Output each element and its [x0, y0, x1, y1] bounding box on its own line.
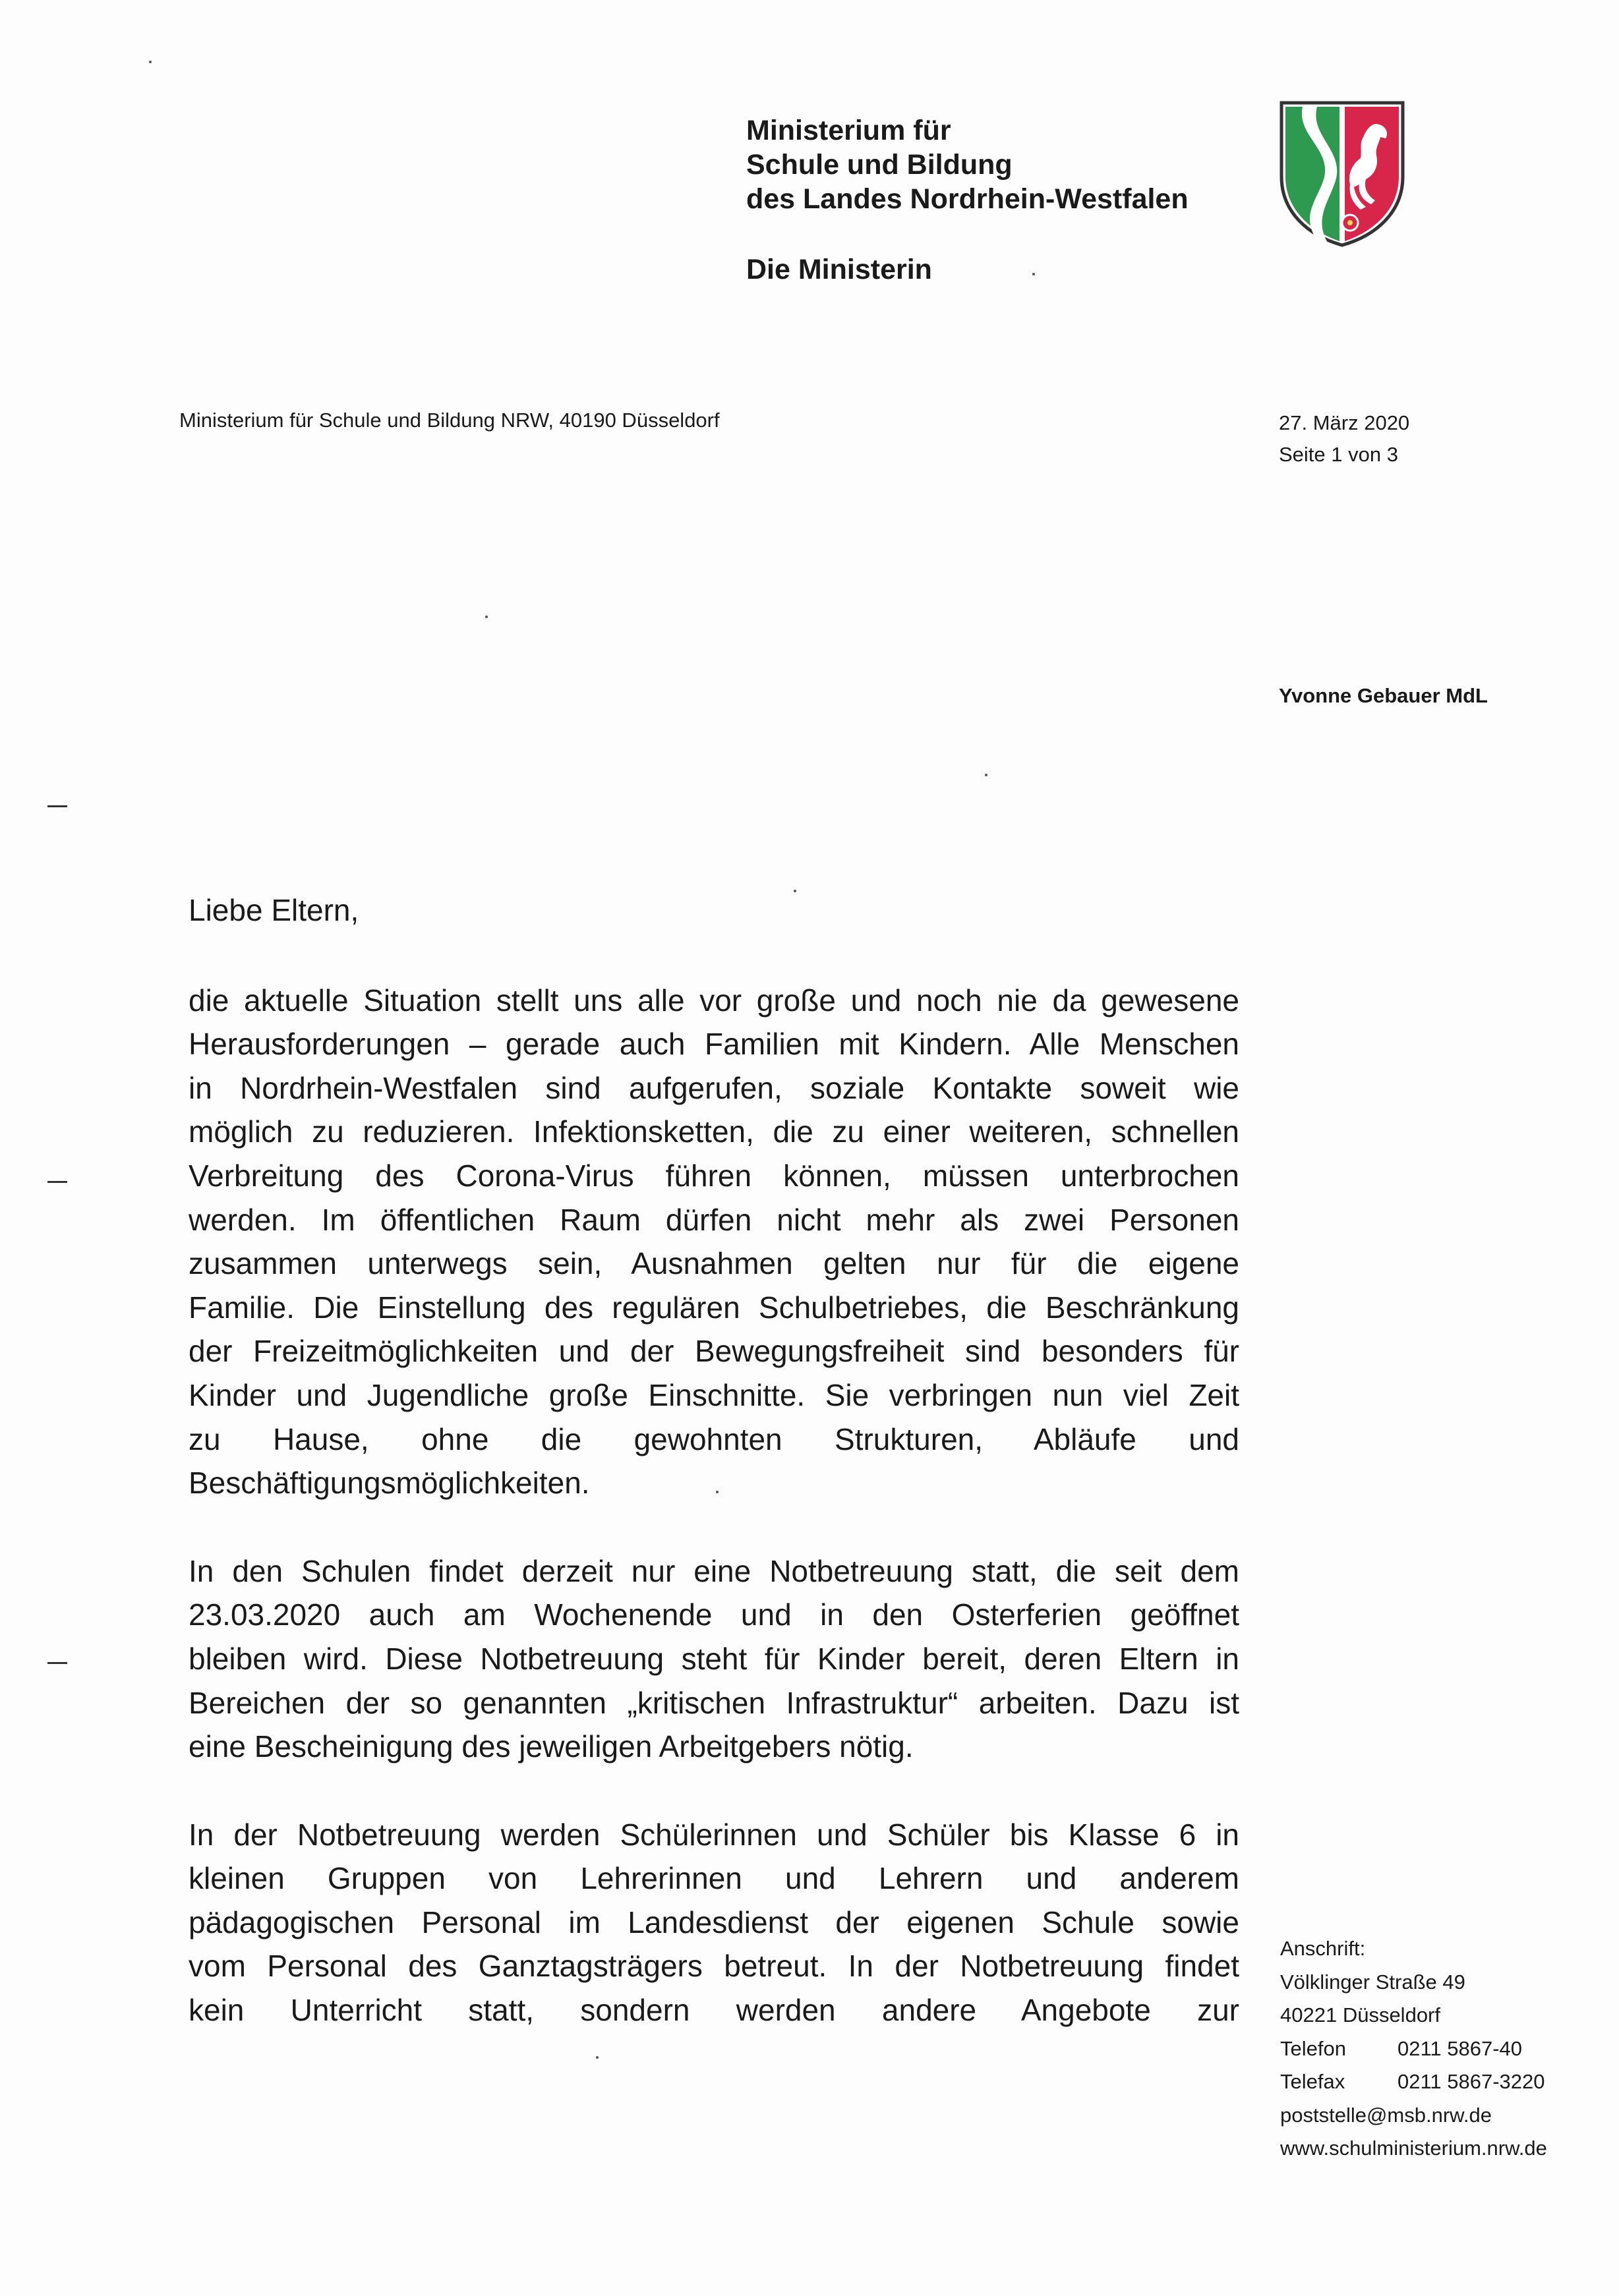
paragraph-line: Kinder und Jugendliche große Einschnitte. Sie verbringen nun viel Zeit	[189, 1377, 1239, 1412]
address-heading: Anschrift:	[1280, 1937, 1366, 1960]
phone-number: 0211 5867-40	[1398, 2036, 1523, 2060]
paragraph-line: möglich zu reduzieren. Infektionsketten, die zu einer weiteren, schnellen	[189, 1114, 1239, 1149]
paragraph-line: zusammen unterwegs sein, Ausnahmen gelten nur für die eigene	[189, 1246, 1239, 1281]
nrw-coat-of-arms-icon	[1276, 98, 1408, 249]
salutation: Liebe Eltern,	[189, 893, 359, 927]
paragraph-line: vom Personal des Ganztagsträgers betreut. In der Notbetreuung findet	[189, 1949, 1239, 1984]
paragraph-line: werden. Im öffentlichen Raum dürfen nicht mehr als zwei Personen	[189, 1202, 1239, 1237]
sender-address-line: Ministerium für Schule und Bildung NRW, 40190 Düsseldorf	[179, 409, 720, 432]
date-block	[1279, 407, 1409, 471]
letter-body	[189, 888, 1239, 2077]
ministry-address	[1280, 1932, 1547, 2166]
paragraph-line: Familie. Die Einstellung des regulären Schulbetriebes, die Beschränkung	[189, 1290, 1239, 1325]
fold-mark	[47, 805, 67, 807]
ministry-name-line-1: Ministerium für	[746, 115, 951, 146]
punch-mark	[47, 1662, 67, 1664]
signer-name: Yvonne Gebauer MdL	[1279, 684, 1488, 707]
address-fax-row	[1280, 2065, 1547, 2099]
paragraph-line: In der Notbetreuung werden Schülerinnen und Schüler bis Klasse 6 in	[189, 1817, 1239, 1852]
paragraph-line: kleinen Gruppen von Lehrerinnen und Lehrern und anderem	[189, 1861, 1239, 1896]
address-city: 40221 Düsseldorf	[1280, 2003, 1440, 2026]
paragraph-line: eine Bescheinigung des jeweiligen Arbeitgebers nötig.	[189, 1729, 914, 1764]
address-street: Völklinger Straße 49	[1280, 1970, 1465, 1994]
phone-label: Telefon	[1280, 2036, 1346, 2060]
paragraph-line: zu Hause, ohne die gewohnten Strukturen, Abläufe und	[189, 1421, 1239, 1456]
fax-number: 0211 5867-3220	[1398, 2070, 1545, 2093]
paragraph-3	[189, 1813, 1239, 2032]
page-info: Seite 1 von 3	[1279, 443, 1398, 466]
email-address[interactable]: poststelle@msb.nrw.de	[1280, 2103, 1492, 2127]
paragraph-line: In den Schulen findet derzeit nur eine Notbetreuung statt, die seit dem	[189, 1553, 1239, 1588]
paragraph-2	[189, 1549, 1239, 1769]
paragraph-line: die aktuelle Situation stellt uns alle vor große und noch nie da gewesene	[189, 983, 1239, 1018]
paragraph-1	[189, 979, 1239, 1505]
paragraph-line: bleiben wird. Diese Notbetreuung steht für Kinder bereit, deren Eltern in	[189, 1641, 1239, 1676]
minister-role: Die Ministerin	[746, 254, 932, 285]
ministry-name	[746, 113, 1189, 216]
address-phone-row	[1280, 2032, 1547, 2066]
paragraph-line: der Freizeitmöglichkeiten und der Bewegungsfreiheit sind besonders für	[189, 1334, 1239, 1369]
paragraph-line: kein Unterricht statt, sondern werden andere Angebote zur	[189, 1993, 1239, 2028]
paragraph-line: Herausforderungen – gerade auch Familien mit Kindern. Alle Menschen	[189, 1027, 1239, 1062]
fold-mark	[47, 1181, 67, 1183]
scan-speck	[596, 2056, 599, 2059]
scan-speck	[485, 616, 488, 618]
paragraph-line: Beschäftigungsmöglichkeiten.	[189, 1466, 590, 1501]
ministry-name-line-2: Schule und Bildung	[746, 149, 1013, 181]
scan-speck	[149, 61, 152, 63]
paragraph-line: pädagogischen Personal im Landesdienst der eigenen Schule sowie	[189, 1905, 1239, 1939]
letter-date: 27. März 2020	[1279, 411, 1410, 434]
fax-label: Telefax	[1280, 2070, 1345, 2093]
scan-speck	[794, 890, 796, 892]
scan-speck	[716, 1491, 719, 1493]
paragraph-line: Verbreitung des Corona-Virus führen können, müssen unterbrochen	[189, 1158, 1239, 1193]
ministry-name-line-3: des Landes Nordrhein-Westfalen	[746, 183, 1189, 215]
paragraph-line: 23.03.2020 auch am Wochenende und in den Osterferien geöffnet	[189, 1597, 1239, 1632]
paragraph-line: in Nordrhein-Westfalen sind aufgerufen, soziale Kontakte soweit wie	[189, 1070, 1239, 1105]
paragraph-line: Bereichen der so genannten „kritischen Infrastruktur“ arbeiten. Dazu ist	[189, 1685, 1239, 1720]
website-link[interactable]: www.schulministerium.nrw.de	[1280, 2137, 1547, 2160]
scan-speck	[1032, 273, 1035, 275]
scan-speck	[985, 774, 987, 776]
